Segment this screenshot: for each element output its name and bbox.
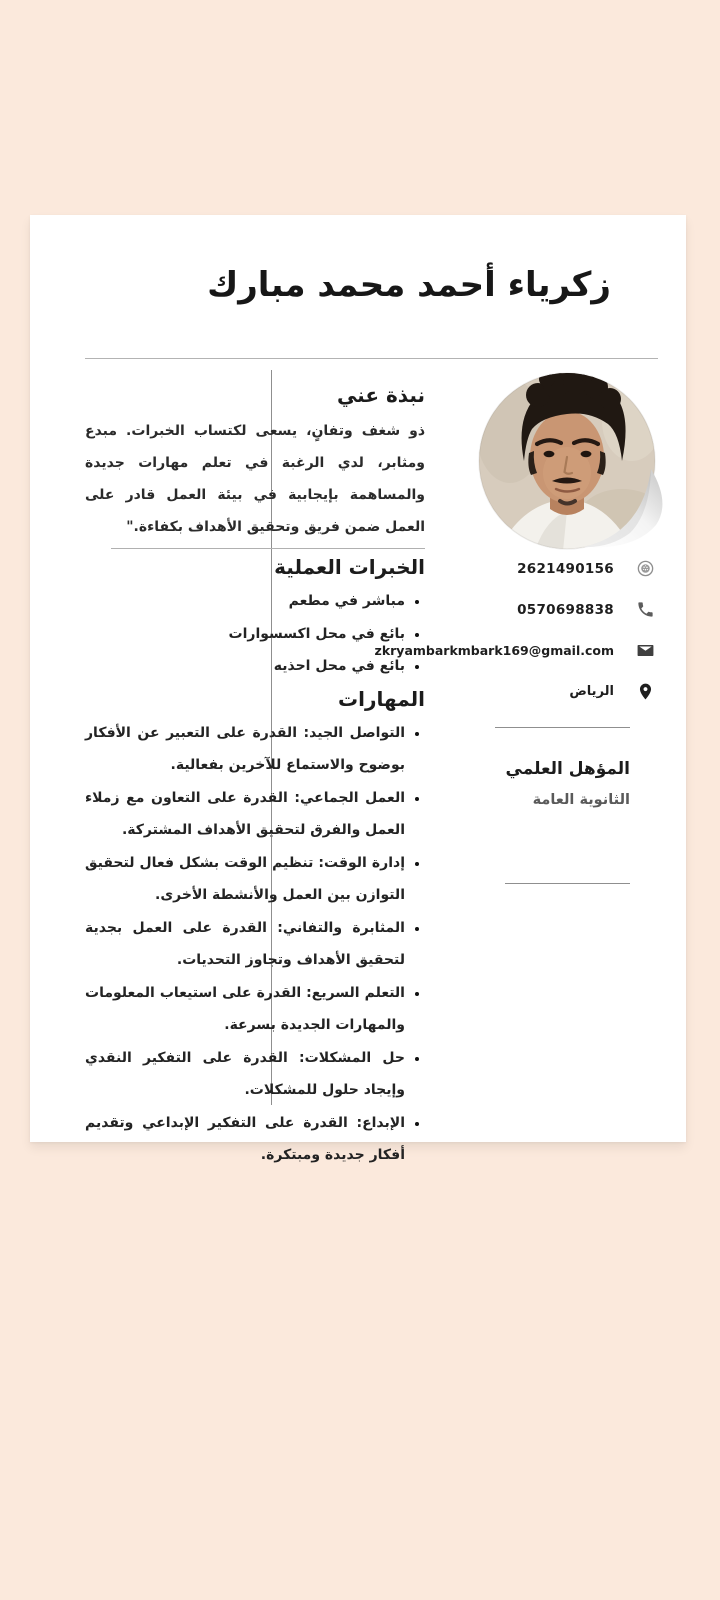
experience-list (85, 585, 425, 683)
education-degree: الثانوية العامة (532, 792, 630, 808)
skill-item: • العمل الجماعي: القدرة على التعاون مع زملاء العمل والفرق لتحقيق الأهداف المشتركة. (85, 782, 405, 847)
profile-photo-illustration (472, 361, 672, 561)
globe-dotted-icon (636, 559, 655, 578)
about-text: ذو شغف وتفانٍ، يسعى لكتساب الخبرات. مبدع ومثابر، لدي الرغبة في تعلم مهارات جديدة والمساهمة بإيجابية في بيئة العمل قادر على العمل ضمن فريق وتحقيق الأهداف بكفاءة." (85, 423, 425, 535)
contact-location: الرياض (569, 684, 614, 699)
envelope-icon (636, 641, 655, 660)
contact-email: zkryambarkmbark169@gmail.com (374, 643, 614, 658)
contact-row-email (374, 630, 655, 671)
skills-list (85, 717, 425, 1172)
contact-row-location (435, 671, 655, 712)
divider-about (111, 548, 425, 549)
experience-item: • مباشر في مطعم (85, 585, 405, 618)
skills-heading: المهارات (338, 686, 425, 711)
about-heading: نبذة عني (336, 383, 425, 407)
divider-top (85, 358, 658, 359)
skill-item: • الإبداع: القدرة على التفكير الإبداعي وتقديم أفكار جديدة ومبتكرة. (85, 1107, 405, 1172)
profile-photo (472, 361, 672, 561)
page-title: زكرياء أحمد محمد مبارك (207, 265, 611, 305)
main-column (85, 379, 425, 1172)
contact-id-number: 2621490156 (517, 560, 614, 577)
skill-item: • المثابرة والتفاني: القدرة على العمل بجدية لتحقيق الأهداف وتجاوز التحديات. (85, 912, 405, 977)
contact-row-phone (435, 589, 655, 630)
resume-page (30, 215, 686, 1163)
education-heading: المؤهل العلمي (505, 759, 630, 779)
experience-heading: الخبرات العملية (274, 555, 425, 579)
education-section (506, 754, 631, 813)
contact-phone: 0570698838 (517, 601, 614, 618)
skills-section (85, 683, 425, 1172)
skill-item: • التعلم السريع: القدرة على استيعاب المعلومات والمهارات الجديدة بسرعة. (85, 977, 405, 1042)
divider-sidebar-top (495, 727, 630, 728)
experience-item: • بائع في محل اكسسوارات (85, 618, 405, 651)
skill-item: • إدارة الوقت: تنظيم الوقت بشكل فعال لتحقيق التوازن بين العمل والأنشطة الأخرى. (85, 847, 405, 912)
contact-row-id-number (435, 548, 655, 589)
experience-item: • بائع في محل احذيه (85, 650, 405, 683)
phone-icon (636, 600, 655, 619)
divider-sidebar-bottom (505, 883, 630, 884)
skill-item: • حل المشكلات: القدرة على التفكير النقدي وإيجاد حلول للمشكلات. (85, 1042, 405, 1107)
location-pin-icon (636, 682, 655, 701)
skill-item: • التواصل الجيد: القدرة على التعبير عن الأفكار بوضوح والاستماع للآخرين بفعالية. (85, 717, 405, 782)
